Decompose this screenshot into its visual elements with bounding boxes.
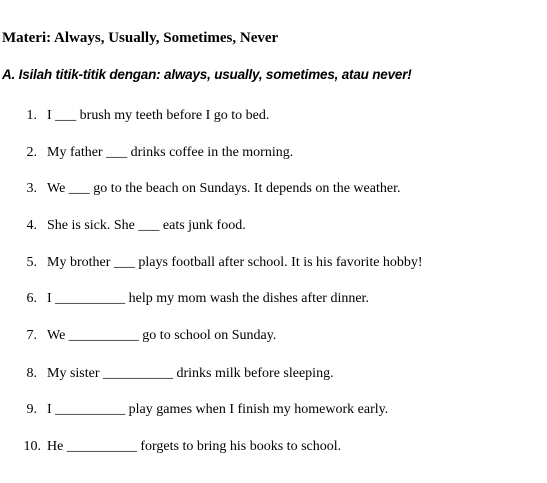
item-number: 6. [26,291,37,306]
item-sentence: She is sick. She ___ eats junk food. [47,218,246,233]
instruction-heading: A. Isilah titik-titik dengan: always, usually, sometimes, atau never! [2,67,412,82]
item-number: 4. [26,218,37,233]
item-sentence: My brother ___ plays football after school. It is his favorite hobby! [47,255,423,270]
item-sentence: I __________ play games when I finish my homework early. [47,402,389,417]
item-number: 2. [26,145,37,160]
item-sentence: I ___ brush my teeth before I go to bed. [47,108,270,123]
item-number: 5. [26,255,37,270]
item-sentence: He __________ forgets to bring his books to school. [47,439,342,454]
item-sentence: I __________ help my mom wash the dishes after dinner. [47,291,369,306]
item-sentence: My sister __________ drinks milk before sleeping. [47,366,334,381]
item-sentence: My father ___ drinks coffee in the morning. [47,145,294,160]
item-number: 1. [26,108,37,123]
item-number: 7. [26,328,37,343]
item-sentence: We __________ go to school on Sunday. [47,328,277,343]
item-number: 3. [26,181,37,196]
item-sentence: We ___ go to the beach on Sundays. It depends on the weather. [47,181,401,196]
item-number: 8. [26,366,37,381]
worksheet-title: Materi: Always, Usually, Sometimes, Never [2,30,279,46]
item-number: 9. [26,402,37,417]
item-number: 10. [23,439,41,454]
